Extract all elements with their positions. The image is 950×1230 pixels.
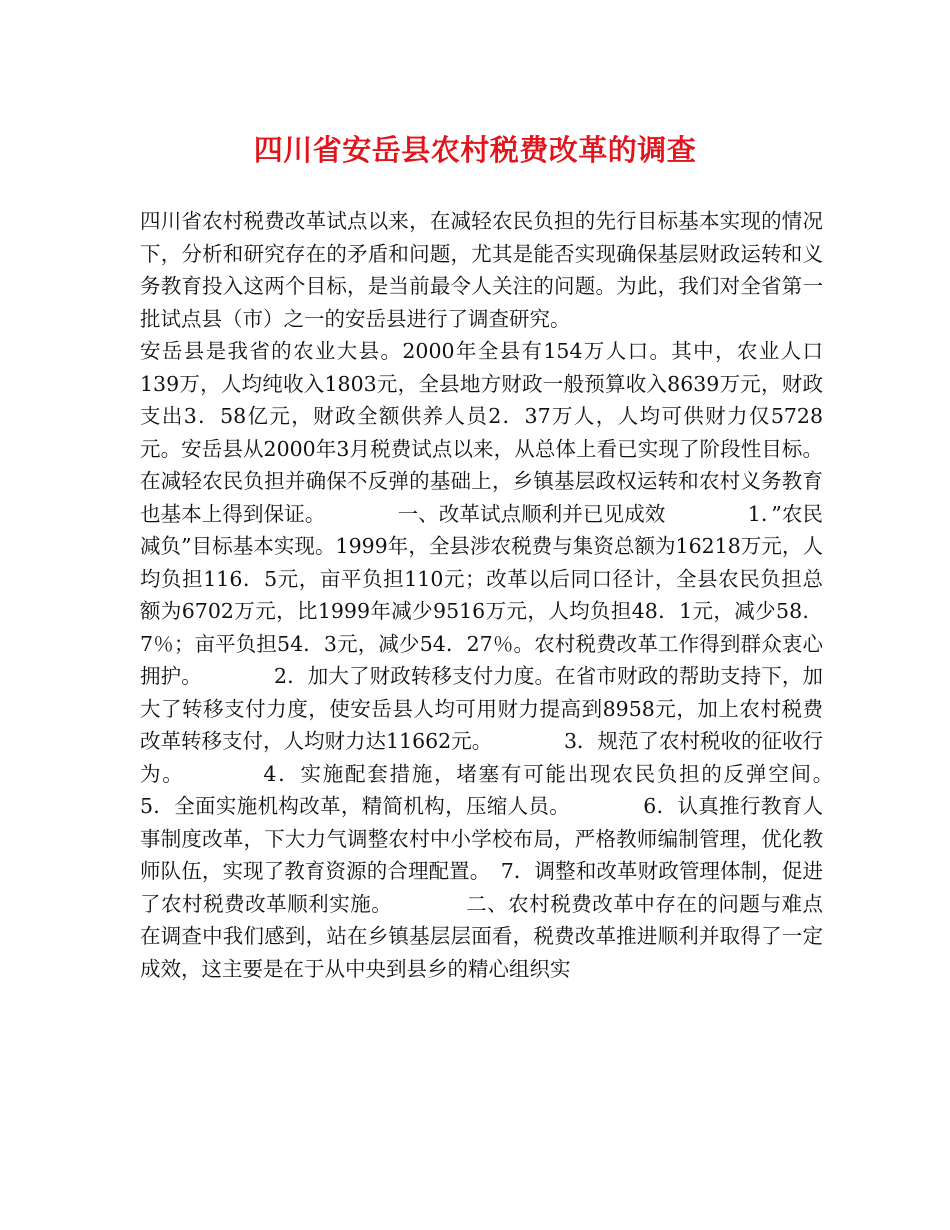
body-paragraph-intro: 四川省农村税费改革试点以来，在减轻农民负担的先行目标基本实现的情况下，分析和研究存在的矛盾和问题，尤其是能否实现确保基层财政运转和义务教育投入这两个目标，是当前最令人关注的问题。为此，我们对全省第一批试点县（市）之一的安岳县进行了调查研究。 xyxy=(140,209,823,331)
document-body xyxy=(140,205,905,985)
document-title: 四川省安岳县农村税费改革的调查 xyxy=(253,133,697,167)
body-paragraph-main: 安岳县是我省的农业大县。2000年全县有154万人口。其中，农业人口139万，人均纯收入1803元，全县地方财政一般预算收入8639万元，财政支出3．58亿元，财政全额供养人员2．37万人，人均可供财力仅5728元。安岳县从2000年3月税费试点以来，从总体上看已实现了阶段性目标。在减轻农民负担并确保不反弹的基础上，乡镇基层政权运转和农村义务教育也基本上得到保证。 一、改革试点顺利并已见成效 1．”农民减负”目标基本实现。1999年，全县涉农税费与集资总额为16218万元，人均负担116．5元，亩平负担110元；改革以后同口径计，全县农民负担总额为6702万元，比1999年减少9516万元，人均负担48．1元，减少58．7％；亩平负担54．3元，减少54．27％。农村税费改革工作得到群众衷心拥护。 2．加大了财政转移支付力度。在省市财政的帮助支持下，加大了转移支付力度，使安岳县人均可用财力提高到8958元，加上农村税费改革转移支付，人均财力达11662元。 3．规范了农村税收的征收行为。 4．实施配套措施，堵塞有可能出现农民负担的反弹空间。 5．全面实施机构改革，精简机构，压缩人员。 6．认真推行教育人事制度改革，下大力气调整农村中小学校布局，严格教师编制管理，优化教师队伍，实现了教育资源的合理配置。 7．调整和改革财政管理体制，促进了农村税费改革顺利实施。 二、农村税费改革中存在的问题与难点 在调查中我们感到，站在乡镇基层层面看，税费改革推进顺利并取得了一定成效，这主要是在于从中央到县乡的精心组织实 xyxy=(140,339,905,981)
